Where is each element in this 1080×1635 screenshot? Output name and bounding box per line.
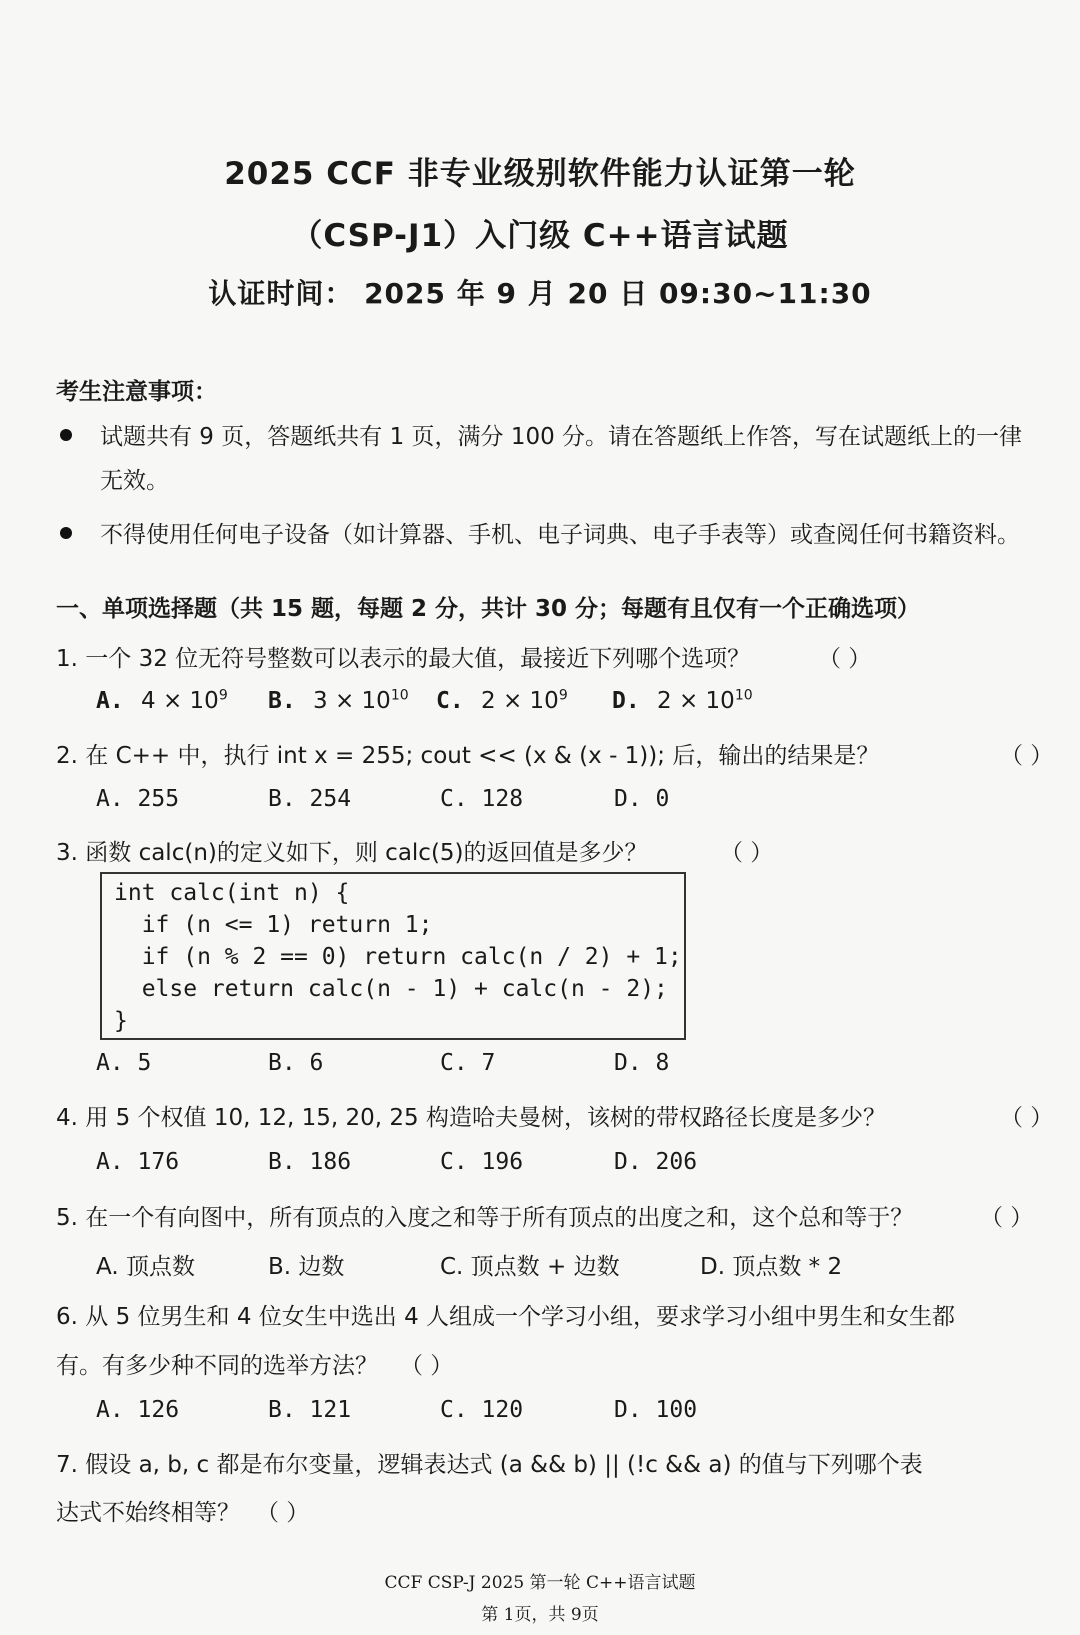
option-exponent: 10 (734, 687, 753, 704)
option-base: 2 × 10 (481, 688, 559, 714)
q2-option-b: B. 254 (268, 786, 352, 812)
q4-option-b: B. 186 (268, 1149, 352, 1175)
answer-paren: （ ） (256, 1500, 310, 1526)
q5-option-c: C. 顶点数 + 边数 (440, 1254, 620, 1280)
notice-item-1-line-1: 试题共有 9 页，答题纸共有 1 页，满分 100 分。请在答题纸上作答，写在试题纸上的一律 (100, 424, 1023, 450)
bullet-icon (60, 429, 72, 441)
option-key: B. (268, 688, 296, 714)
notice-item-1-line-2: 无效。 (100, 468, 169, 494)
q3-option-a: A. 5 (96, 1050, 152, 1076)
code-block (100, 872, 686, 1040)
exam-title: 2025 CCF 非专业级别软件能力认证第一轮 (224, 156, 856, 192)
question-2-stem: 2. 在 C++ 中，执行 int x = 255; cout << (x & (x - 1)); 后，输出的结果是？ (56, 743, 880, 769)
code-line: if (n <= 1) return 1; (114, 912, 433, 938)
answer-paren: （ ） (720, 840, 774, 866)
code-line: if (n % 2 == 0) return calc(n / 2) + 1; (114, 944, 682, 970)
question-3-stem: 3. 函数 calc(n)的定义如下，则 calc(5)的返回值是多少？ (56, 840, 648, 866)
q1-option-b (268, 688, 409, 714)
exam-time: 认证时间： 2025 年 9 月 20 日 09:30~11:30 (208, 277, 872, 310)
option-exponent: 9 (558, 687, 568, 704)
q3-option-b: B. 6 (268, 1050, 324, 1076)
notice-heading: 考生注意事项： (56, 379, 217, 405)
answer-paren: （ ） (400, 1353, 454, 1379)
q6-option-b: B. 121 (268, 1397, 352, 1423)
option-exponent: 10 (390, 687, 409, 704)
option-base: 4 × 10 (141, 688, 219, 714)
question-1-stem: 1. 一个 32 位无符号整数可以表示的最大值，最接近下列哪个选项？ (56, 646, 751, 672)
option-exponent: 9 (218, 687, 228, 704)
q2-option-d: D. 0 (614, 786, 670, 812)
q3-option-d: D. 8 (614, 1050, 670, 1076)
question-7-stem-line-2: 达式不始终相等？ (56, 1500, 240, 1526)
footer-title: CCF CSP-J 2025 第一轮 C++语言试题 (384, 1573, 696, 1593)
option-key: D. (612, 688, 640, 714)
answer-paren: （ ） (818, 646, 872, 672)
notice-item-2: 不得使用任何电子设备（如计算器、手机、电子词典、电子手表等）或查阅任何书籍资料。 (100, 522, 1020, 548)
q1-option-c (436, 688, 568, 714)
q1-option-a (96, 688, 228, 714)
bullet-icon (60, 527, 72, 539)
question-4-stem: 4. 用 5 个权值 10, 12, 15, 20, 25 构造哈夫曼树，该树的带权路径长度是多少？ (56, 1105, 886, 1131)
code-line: } (114, 1008, 128, 1034)
code-line: else return calc(n - 1) + calc(n - 2); (114, 976, 668, 1002)
option-base: 2 × 10 (657, 688, 735, 714)
answer-paren: （ ） (980, 1205, 1034, 1231)
question-6-stem-line-2: 有。有多少种不同的选举方法？ (56, 1353, 378, 1379)
footer-page-number: 第 1页，共 9页 (481, 1605, 599, 1625)
answer-paren: （ ） (1000, 1105, 1054, 1131)
section-heading: 一、单项选择题（共 15 题，每题 2 分，共计 30 分；每题有且仅有一个正确选项） (56, 596, 921, 622)
q4-option-a: A. 176 (96, 1149, 180, 1175)
option-key: C. (436, 688, 464, 714)
q4-option-c: C. 196 (440, 1149, 524, 1175)
question-5-stem: 5. 在一个有向图中，所有顶点的入度之和等于所有顶点的出度之和，这个总和等于？ (56, 1205, 914, 1231)
q6-option-c: C. 120 (440, 1397, 524, 1423)
q5-option-d: D. 顶点数 * 2 (700, 1254, 843, 1280)
question-7-stem-line-1: 7. 假设 a, b, c 都是布尔变量，逻辑表达式 (a && b) || (!c && a) 的值与下列哪个表 (56, 1452, 923, 1478)
answer-paren: （ ） (1000, 743, 1054, 769)
option-key: A. (96, 688, 124, 714)
q2-option-c: C. 128 (440, 786, 524, 812)
q6-option-a: A. 126 (96, 1397, 180, 1423)
q6-option-d: D. 100 (614, 1397, 698, 1423)
question-6-stem-line-1: 6. 从 5 位男生和 4 位女生中选出 4 人组成一个学习小组，要求学习小组中男生和女生都 (56, 1304, 956, 1330)
q2-option-a: A. 255 (96, 786, 180, 812)
q5-option-b: B. 边数 (268, 1254, 345, 1280)
q3-option-c: C. 7 (440, 1050, 496, 1076)
option-base: 3 × 10 (313, 688, 391, 714)
exam-subtitle: （CSP-J1）入门级 C++语言试题 (291, 218, 789, 254)
q1-option-d (612, 688, 753, 714)
q4-option-d: D. 206 (614, 1149, 698, 1175)
q5-option-a: A. 顶点数 (96, 1254, 195, 1280)
code-line: int calc(int n) { (114, 880, 350, 906)
